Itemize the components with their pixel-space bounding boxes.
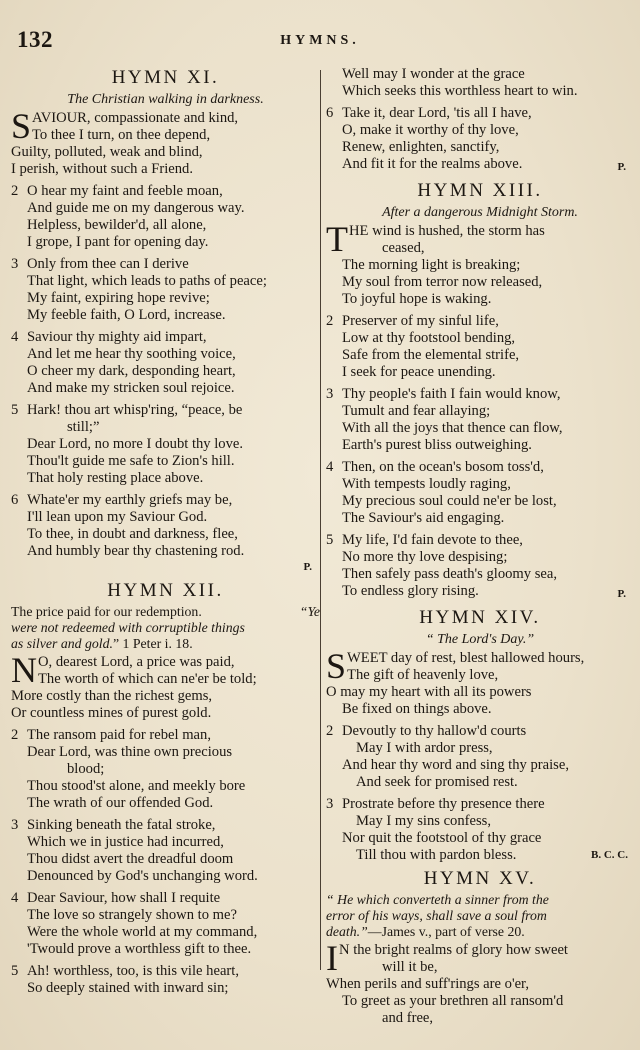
verse-line: Thou didst avert the dreadful doom — [27, 851, 234, 867]
verse-line: 5 My life, I'd fain devote to thee, — [326, 532, 523, 548]
verse-line: Were the whole world at my command, — [27, 924, 258, 940]
verse-line: With tempests loudly raging, — [342, 476, 511, 492]
verse-line: Denounced by God's unchanging word. — [27, 868, 258, 884]
verse-line: May I with ardor press, — [356, 740, 493, 756]
verse-line: Which seeks this worthless heart to win. — [342, 83, 578, 99]
verse-line: 3 Only from thee can I derive — [11, 256, 189, 272]
verse-line: Be fixed on things above. — [342, 701, 492, 717]
verse-line: The worth of which can ne'er be told; — [38, 671, 257, 687]
hymn-15-verse-1 — [326, 938, 634, 1027]
verse-line: 3 Prostrate before thy presence there — [326, 796, 545, 812]
verse-number: 3 — [326, 386, 334, 402]
verse-line: And guide me on my dangerous way. — [27, 200, 245, 216]
verse-line: Dear Lord, was thine own precious — [27, 744, 233, 760]
hymn-12-verse-1 — [11, 650, 320, 722]
hymn-13-title: HYMN XIII. — [417, 180, 543, 201]
hymn-14-verse-1 — [326, 646, 634, 718]
verse-line: 2 Devoutly to thy hallow'd courts — [326, 723, 527, 739]
verse-line: and free, — [382, 1010, 434, 1026]
drop-cap: T — [326, 219, 348, 259]
hymn-14-attribution: B. C. C. — [591, 849, 628, 861]
hymn-12-verse-2 — [11, 727, 320, 812]
hymn-11-attribution: P. — [303, 561, 312, 573]
verse-line: May I my sins confess, — [356, 813, 491, 829]
verse-number: 4 — [11, 890, 19, 906]
verse-line: O, make it worthy of thy love, — [342, 122, 519, 138]
hymn-13-subtitle: After a dangerous Midnight Storm. — [382, 205, 578, 220]
verse-line: Guilty, polluted, weak and blind, — [11, 144, 203, 160]
hymn-15-title: HYMN XV. — [423, 868, 537, 889]
verse-line: WEET day of rest, blest hallowed hours, — [347, 650, 585, 666]
verse-line: The love so strangely shown to me? — [27, 907, 237, 923]
hymn-13-verse-1 — [326, 219, 634, 308]
verse-number: 4 — [11, 329, 19, 345]
page-number: 132 — [17, 27, 53, 52]
verse-line: O cheer my dark, desponding heart, — [27, 363, 236, 379]
verse-line: The Saviour's aid engaging. — [342, 510, 505, 526]
verse-line: I seek for peace unending. — [342, 364, 496, 380]
verse-line: O may my heart with all its powers — [326, 684, 532, 700]
verse-line: ceased, — [382, 240, 425, 256]
verse-line: 3 Thy people's faith I fain would know, — [326, 386, 561, 402]
verse-line: I'll lean upon my Saviour God. — [27, 509, 208, 525]
verse-line: My soul from terror now released, — [342, 274, 543, 290]
verse-line: O, dearest Lord, a price was paid, — [38, 654, 235, 670]
verse-line: To joyful hope is waking. — [342, 291, 492, 307]
drop-cap: N — [11, 650, 37, 690]
verse-line: Thou stood'st alone, and meekly bore — [27, 778, 246, 794]
column-divider — [320, 70, 321, 970]
verse-line: blood; — [67, 761, 105, 777]
verse-line: AVIOUR, compassionate and kind, — [32, 110, 239, 126]
verse-line: Tumult and fear allaying; — [342, 403, 491, 419]
verse-number: 3 — [11, 256, 19, 272]
verse-line: Or countless mines of purest gold. — [11, 705, 212, 721]
drop-cap: S — [326, 646, 347, 686]
verse-line: 6 Whate'er my earthly griefs may be, — [11, 492, 233, 508]
hymn-15-epigraph: “ He which converteth a sinner from the error of his ways, shall save a soul from death.”—James v., part of verse 20. — [326, 892, 549, 939]
verse-line: Dear Lord, no more I doubt thy love. — [27, 436, 244, 452]
verse-number: 5 — [11, 963, 19, 979]
verse-number: 4 — [326, 459, 334, 475]
hymn-11-verse-1 — [11, 106, 320, 178]
verse-line: To thee I turn, on thee depend, — [32, 127, 211, 143]
verse-line: Well may I wonder at the grace — [342, 66, 525, 82]
verse-line: I grope, I pant for opening day. — [27, 234, 209, 250]
verse-line: And hear thy word and sing thy praise, — [342, 757, 569, 773]
verse-line: 2 The ransom paid for rebel man, — [11, 727, 211, 743]
hymn-12-epigraph: The price paid for our redemption. “Ye were not redeemed with corruptible things as silver and gold.” 1 Peter i. 18. — [11, 604, 320, 651]
verse-number: 6 — [326, 105, 334, 121]
hymn-14-verse-2 — [326, 723, 634, 791]
verse-line: So deeply stained with inward sin; — [27, 980, 229, 996]
hymn-11-verse-3 — [11, 256, 320, 324]
verse-number: 5 — [326, 532, 334, 548]
verse-line: 5 Hark! thou art whisp'ring, “peace, be — [11, 402, 243, 418]
hymn-11-verse-6 — [11, 492, 320, 560]
verse-line: 2 Preserver of my sinful life, — [326, 313, 499, 329]
verse-line: And make my stricken soul rejoice. — [27, 380, 235, 396]
verse-line: Which we in justice had incurred, — [27, 834, 224, 850]
verse-number: 2 — [326, 313, 334, 329]
hymn-12-continuation — [326, 66, 634, 100]
verse-line: Nor quit the footstool of thy grace — [342, 830, 542, 846]
verse-number: 3 — [11, 817, 19, 833]
verse-line: With all the joys that thence can flow, — [342, 420, 563, 436]
verse-line: I perish, without such a Friend. — [11, 161, 193, 177]
hymn-13-verse-3 — [326, 386, 634, 454]
verse-line: The morning light is breaking; — [342, 257, 521, 273]
verse-number: 2 — [11, 183, 19, 199]
verse-line: Renew, enlighten, sanctify, — [342, 139, 500, 155]
verse-line: Earth's purest bliss outweighing. — [342, 437, 532, 453]
verse-number: 3 — [326, 796, 334, 812]
verse-line: The gift of heavenly love, — [347, 667, 499, 683]
verse-line: Till thou with pardon bless. B. C. C. — [326, 847, 634, 864]
hymn-12-attribution: P. — [617, 161, 626, 173]
hymn-12-title: HYMN XII. — [107, 580, 224, 601]
verse-line: The wrath of our offended God. — [27, 795, 214, 811]
verse-line: When perils and suff'rings are o'er, — [326, 976, 529, 992]
verse-line: That light, which leads to paths of peace; — [27, 273, 267, 289]
verse-line: And seek for promised rest. — [356, 774, 518, 790]
verse-number: 6 — [11, 492, 19, 508]
verse-line: My precious soul could ne'er be lost, — [342, 493, 557, 509]
verse-line: 6 Take it, dear Lord, 'tis all I have, — [326, 105, 532, 121]
verse-line: Thou'lt guide me safe to Zion's hill. — [27, 453, 235, 469]
hymn-11-verse-2 — [11, 183, 320, 251]
verse-line: 4 Then, on the ocean's bosom toss'd, — [326, 459, 544, 475]
verse-line: will it be, — [382, 959, 438, 975]
verse-line: HE wind is hushed, the storm has — [349, 223, 545, 239]
hymn-14-subtitle: “ The Lord's Day.” — [425, 632, 535, 647]
verse-line: 5 Ah! worthless, too, is this vile heart, — [11, 963, 239, 979]
verse-line: To thee, in doubt and darkness, flee, — [27, 526, 238, 542]
hymn-11-subtitle: The Christian walking in darkness. — [67, 92, 264, 107]
verse-line: More costly than the richest gems, — [11, 688, 213, 704]
verse-line: 'Twould prove a worthless gift to thee. — [27, 941, 252, 957]
hymn-12-verse-5 — [11, 963, 320, 997]
verse-number: 5 — [11, 402, 19, 418]
hymn-14-verse-3 — [326, 796, 634, 864]
verse-line: My feeble faith, O Lord, increase. — [27, 307, 226, 323]
hymn-12-verse-4 — [11, 890, 320, 958]
verse-number: 2 — [11, 727, 19, 743]
hymn-13-verse-2 — [326, 313, 634, 381]
verse-line: To endless glory rising. — [342, 583, 479, 599]
hymn-11-title: HYMN XI. — [111, 67, 220, 88]
hymn-11-verse-5 — [11, 402, 320, 487]
hymn-14-title: HYMN XIV. — [419, 607, 541, 628]
running-head: HYMNS. — [280, 33, 360, 48]
verse-line: 3 Sinking beneath the fatal stroke, — [11, 817, 216, 833]
verse-line: 4 Saviour thy mighty aid impart, — [11, 329, 207, 345]
right-column — [326, 66, 634, 1032]
verse-line: Low at thy footstool bending, — [342, 330, 516, 346]
verse-line: 2 O hear my faint and feeble moan, — [11, 183, 223, 199]
verse-line: N the bright realms of glory how sweet — [339, 942, 568, 958]
verse-line: My faint, expiring hope revive; — [27, 290, 210, 306]
verse-line: No more thy love despising; — [342, 549, 508, 565]
drop-cap: S — [11, 106, 32, 146]
verse-line: And fit it for the realms above. — [342, 156, 523, 172]
left-column — [11, 66, 320, 1002]
verse-number: 2 — [326, 723, 334, 739]
verse-line: And let me hear thy soothing voice, — [27, 346, 236, 362]
verse-line: And humbly bear thy chastening rod. — [27, 543, 245, 559]
verse-line: still;” — [67, 419, 100, 435]
hymn-13-attribution: P. — [617, 588, 626, 600]
verse-line: Then safely pass death's gloomy sea, — [342, 566, 557, 582]
hymn-13-verse-4 — [326, 459, 634, 527]
verse-line: That holy resting place above. — [27, 470, 204, 486]
hymn-11-verse-4 — [11, 329, 320, 397]
hymn-12-verse-3 — [11, 817, 320, 885]
verse-line: Helpless, bewilder'd, all alone, — [27, 217, 207, 233]
verse-line: Safe from the elemental strife, — [342, 347, 520, 363]
verse-line: To greet as your brethren all ransom'd — [342, 993, 564, 1009]
verse-line: 4 Dear Saviour, how shall I requite — [11, 890, 221, 906]
drop-cap: I — [326, 938, 338, 978]
